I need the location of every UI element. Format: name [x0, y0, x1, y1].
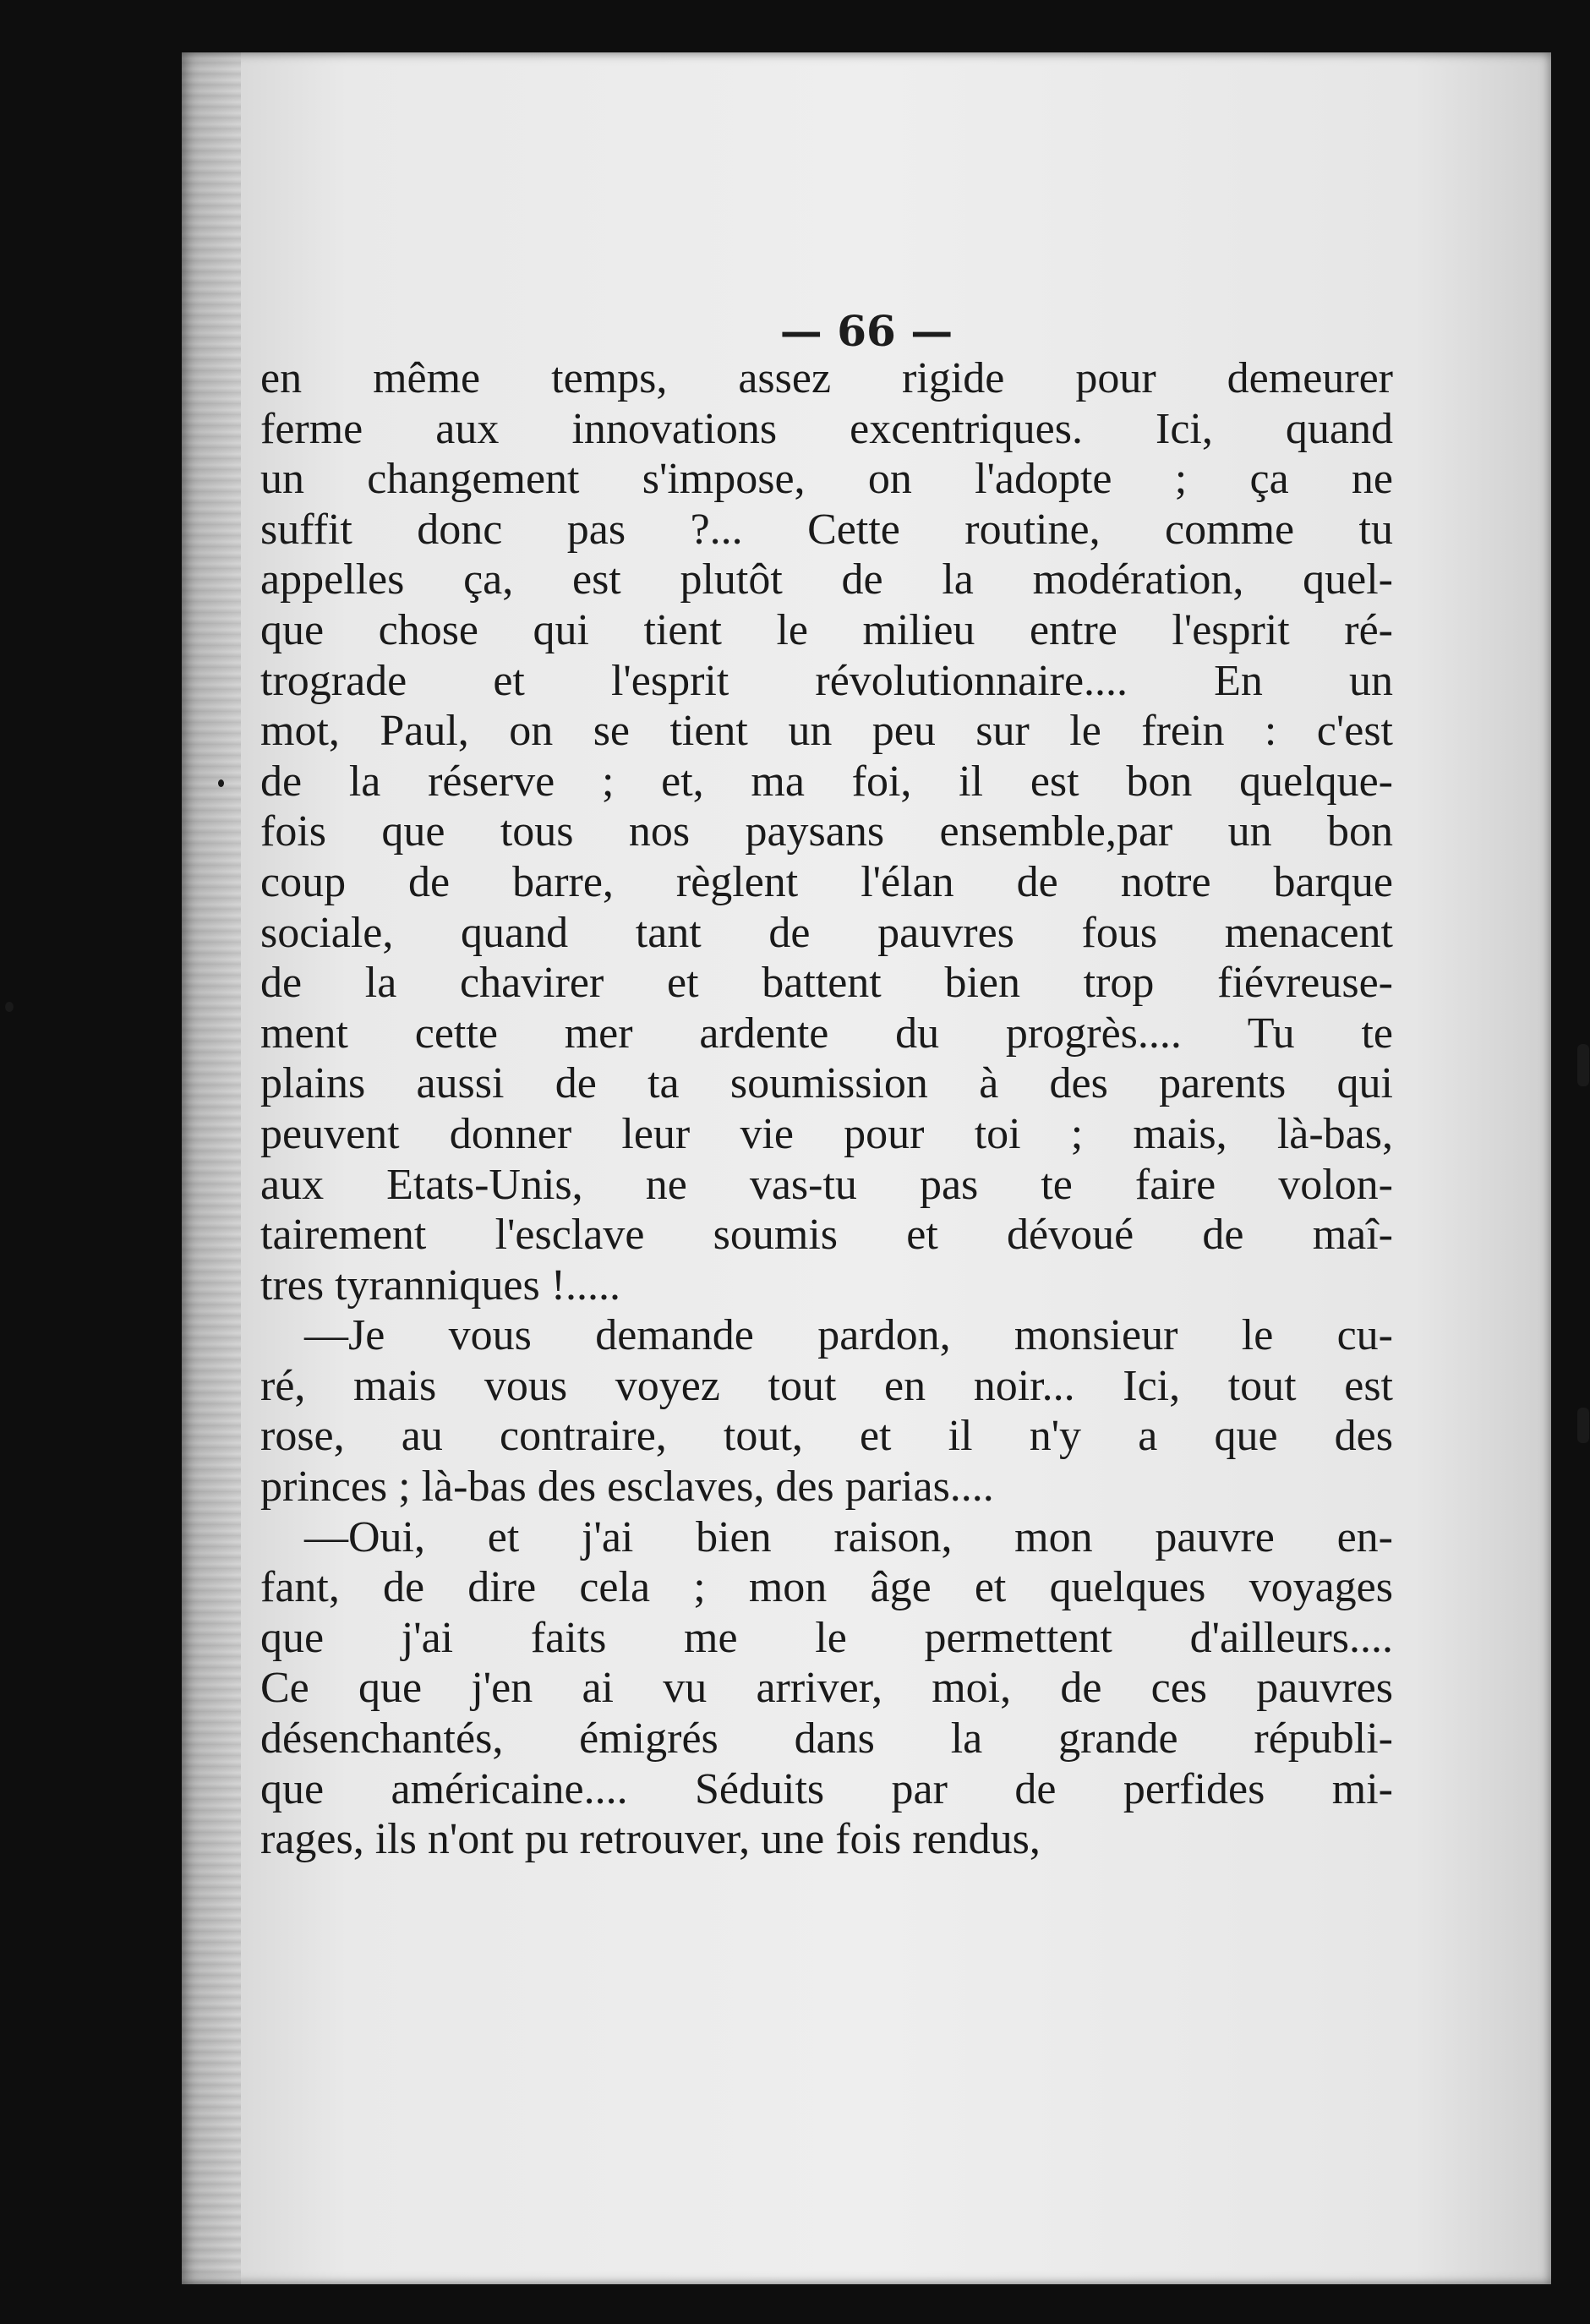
- page-number: — 66 —: [779, 306, 953, 356]
- text-line: un changement s'impose, on l'adopte ; ça ne: [260, 455, 1393, 504]
- text-line: sociale, quand tant de pauvres fous menacent: [260, 908, 1393, 957]
- text-line: plains aussi de ta soumission à des parents qui: [260, 1059, 1393, 1108]
- text-line: aux Etats-Unis, ne vas-tu pas te faire volon-: [260, 1160, 1393, 1209]
- text-line: en même temps, assez rigide pour demeurer: [260, 354, 1393, 402]
- text-line: ré, mais vous voyez tout en noir... Ici, tout est: [260, 1361, 1393, 1410]
- text-line: que américaine.... Séduits par de perfides mi-: [260, 1764, 1393, 1813]
- text-line: fant, de dire cela ; mon âge et quelques voyages: [260, 1563, 1393, 1612]
- text-line: que j'ai faits me le permettent d'ailleurs....: [260, 1613, 1393, 1662]
- paragraph: [260, 353, 1393, 1310]
- text-line: de la chavirer et battent bien trop fiévreuse-: [260, 959, 1393, 1008]
- text-line: tres tyranniques !.....: [260, 1260, 621, 1310]
- paragraph: [260, 1310, 1393, 1512]
- text-line: —Oui, et j'ai bien raison, mon pauvre en-: [304, 1512, 1393, 1561]
- text-line: ferme aux innovations excentriques. Ici, quand: [260, 404, 1393, 453]
- text-line: coup de barre, règlent l'élan de notre barque: [260, 857, 1393, 906]
- text-line: rose, au contraire, tout, et il n'y a que des: [260, 1412, 1393, 1461]
- text-line: mot, Paul, on se tient un peu sur le frein : c'est: [260, 707, 1393, 756]
- scan-speck: [1577, 1408, 1589, 1443]
- text-line: fois que tous nos paysans ensemble,par un bon: [260, 807, 1393, 856]
- text-line: princes ; là-bas des esclaves, des parias....: [260, 1463, 994, 1512]
- text-line: que chose qui tient le milieu entre l'esprit ré-: [260, 605, 1393, 654]
- page-gutter-shadow: [182, 52, 241, 2284]
- text-line: tairement l'esclave soumis et dévoué de maî-: [260, 1211, 1393, 1260]
- text-line: trograde et l'esprit révolutionnaire.... En un: [260, 656, 1393, 705]
- scan-speck: [1577, 1044, 1589, 1086]
- text-line: ment cette mer ardente du progrès.... Tu te: [260, 1009, 1393, 1058]
- text-line: appelles ça, est plutôt de la modération, quel-: [260, 555, 1393, 604]
- text-line: peuvent donner leur vie pour toi ; mais, là-bas,: [260, 1109, 1393, 1158]
- text-line: rages, ils n'ont pu retrouver, une fois rendus,: [260, 1815, 1041, 1864]
- text-line: Ce que j'en ai vu arriver, moi, de ces pauvres: [260, 1664, 1393, 1713]
- text-line: suffit donc pas ?... Cette routine, comme tu: [260, 505, 1393, 554]
- scan-speck: [218, 779, 224, 787]
- text-line: désenchantés, émigrés dans la grande républi-: [260, 1714, 1393, 1764]
- paragraph: [260, 1512, 1393, 1865]
- text-line: —Je vous demande pardon, monsieur le cu-: [304, 1311, 1393, 1360]
- text-line: de la réserve ; et, ma foi, il est bon quelque-: [260, 757, 1393, 806]
- body-text: [260, 353, 1393, 1865]
- scan-speck: [5, 1002, 14, 1012]
